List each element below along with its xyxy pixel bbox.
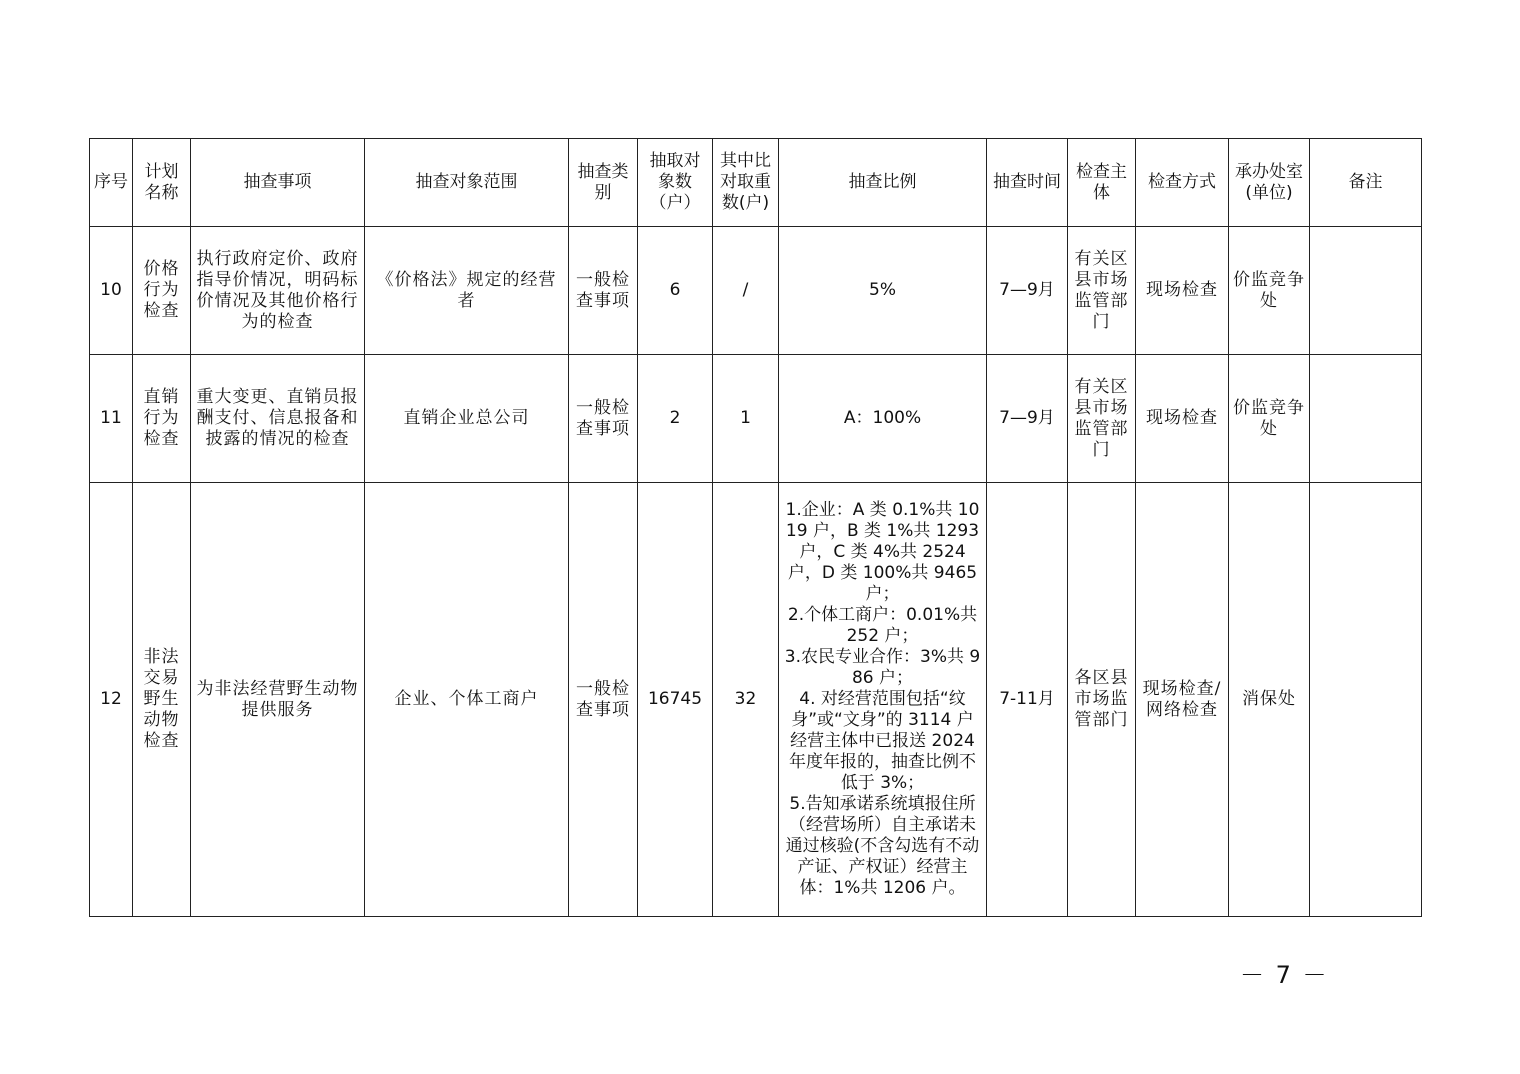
cell-department: 消保处 <box>1229 483 1310 917</box>
cell-note <box>1310 355 1422 483</box>
cell-check-time: 7—9月 <box>987 355 1068 483</box>
cell-department: 价监竞争处 <box>1229 355 1310 483</box>
cell-duplicate-count: 32 <box>713 483 779 917</box>
cell-check-ratio: 5% <box>779 227 987 355</box>
header-check-category: 抽查类别 <box>569 139 638 227</box>
cell-check-ratio: 1.企业：A 类 0.1%共 1019 户，B 类 1%共 1293 户，C 类 4%共 2524 户，D 类 100%共 9465 户； 2.个体工商户：0.01%共 252 户； 3.农民专业合作：3%共 986 户； 4. 对经营范围包括“纹身”或“文身”的 3114 户经营主体中已报送 2024 年度年报的，抽查比例不低于 3%； 5.告知承诺系统填报住所（经营场所）自主承诺未通过核验(不含勾选有不动产证、产权证）经营主体：1%共 1206 户。 <box>779 483 987 917</box>
cell-check-subject: 有关区县市场监管部门 <box>1068 227 1136 355</box>
table-header-row <box>90 139 1422 227</box>
cell-plan-name: 直销行为检查 <box>133 355 191 483</box>
cell-check-subject: 各区县市场监管部门 <box>1068 483 1136 917</box>
cell-check-subject: 有关区县市场监管部门 <box>1068 355 1136 483</box>
cell-sample-count: 16745 <box>638 483 713 917</box>
table-row <box>90 355 1422 483</box>
header-note: 备注 <box>1310 139 1422 227</box>
cell-check-time: 7—9月 <box>987 227 1068 355</box>
cell-index: 10 <box>90 227 133 355</box>
header-check-ratio: 抽查比例 <box>779 139 987 227</box>
cell-index: 12 <box>90 483 133 917</box>
cell-check-item: 重大变更、直销员报酬支付、信息报备和披露的情况的检查 <box>191 355 365 483</box>
cell-check-scope: 《价格法》规定的经营者 <box>365 227 569 355</box>
cell-check-scope: 企业、个体工商户 <box>365 483 569 917</box>
cell-plan-name: 价格行为检查 <box>133 227 191 355</box>
cell-check-category: 一般检查事项 <box>569 355 638 483</box>
header-department: 承办处室(单位) <box>1229 139 1310 227</box>
inspection-plan-table <box>89 138 1422 917</box>
cell-check-time: 7-11月 <box>987 483 1068 917</box>
table-row <box>90 483 1422 917</box>
cell-check-item: 为非法经营野生动物提供服务 <box>191 483 365 917</box>
header-check-subject: 检查主体 <box>1068 139 1136 227</box>
cell-index: 11 <box>90 355 133 483</box>
cell-check-category: 一般检查事项 <box>569 227 638 355</box>
cell-check-category: 一般检查事项 <box>569 483 638 917</box>
header-check-method: 检查方式 <box>1136 139 1229 227</box>
table-row <box>90 227 1422 355</box>
header-plan-name: 计划名称 <box>133 139 191 227</box>
header-index: 序号 <box>90 139 133 227</box>
page-number: － 7 － <box>1240 961 1329 989</box>
cell-note <box>1310 227 1422 355</box>
cell-check-method: 现场检查 <box>1136 227 1229 355</box>
cell-plan-name: 非法交易野生动物检查 <box>133 483 191 917</box>
cell-duplicate-count: 1 <box>713 355 779 483</box>
cell-check-method: 现场检查 <box>1136 355 1229 483</box>
cell-duplicate-count: / <box>713 227 779 355</box>
header-duplicate-count: 其中比对取重数(户) <box>713 139 779 227</box>
cell-check-scope: 直销企业总公司 <box>365 355 569 483</box>
cell-check-ratio: A：100% <box>779 355 987 483</box>
cell-check-item: 执行政府定价、政府指导价情况，明码标价情况及其他价格行为的检查 <box>191 227 365 355</box>
cell-sample-count: 2 <box>638 355 713 483</box>
header-check-scope: 抽查对象范围 <box>365 139 569 227</box>
header-check-item: 抽查事项 <box>191 139 365 227</box>
cell-note <box>1310 483 1422 917</box>
cell-sample-count: 6 <box>638 227 713 355</box>
header-sample-count: 抽取对象数（户） <box>638 139 713 227</box>
header-check-time: 抽查时间 <box>987 139 1068 227</box>
cell-check-method: 现场检查/网络检查 <box>1136 483 1229 917</box>
cell-department: 价监竞争处 <box>1229 227 1310 355</box>
